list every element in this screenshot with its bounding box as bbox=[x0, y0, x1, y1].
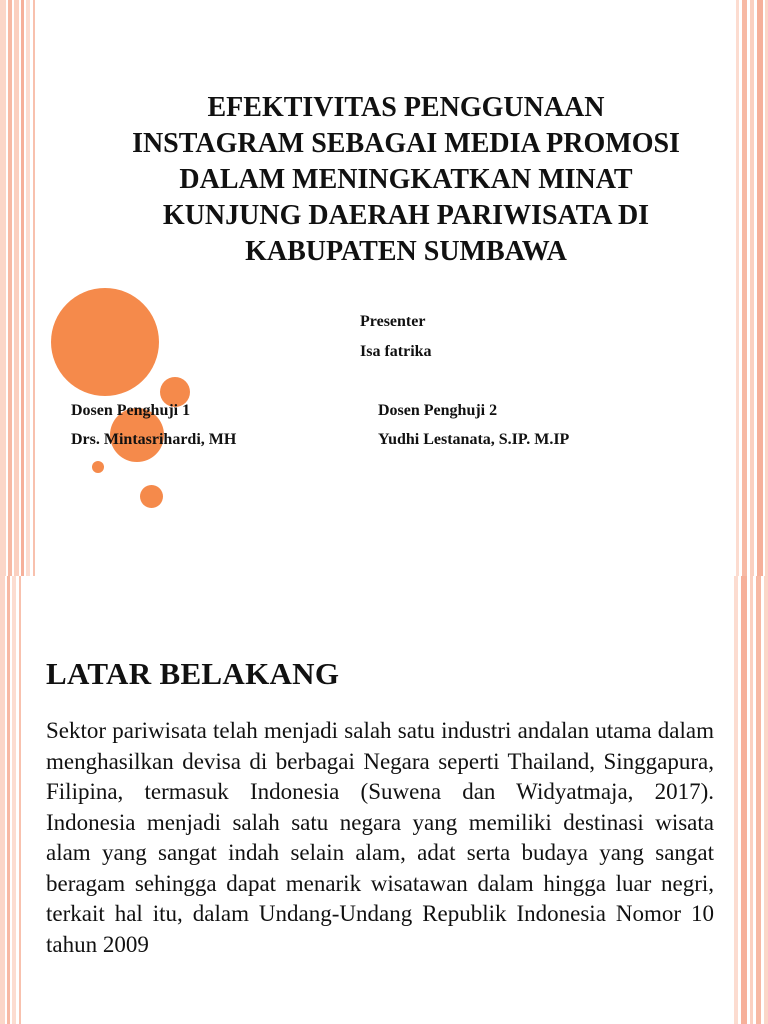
decorative-circle-large bbox=[51, 288, 159, 396]
background-slide bbox=[0, 576, 768, 1024]
decorative-stripe bbox=[757, 0, 763, 576]
title-line: EFEKTIVITAS PENGGUNAAN bbox=[207, 92, 605, 123]
decorative-stripe bbox=[21, 0, 24, 576]
presenter-name: Isa fatrika bbox=[360, 343, 432, 360]
decorative-stripe bbox=[8, 0, 12, 576]
examiner1-name: Drs. Mintasrihardi, MH bbox=[71, 431, 237, 448]
decorative-stripe bbox=[14, 0, 19, 576]
title-line: INSTAGRAM SEBAGAI MEDIA PROMOSI bbox=[132, 128, 680, 159]
examiner2-label: Dosen Penghuji 2 bbox=[378, 402, 498, 419]
decorative-stripe bbox=[741, 576, 747, 1024]
body-paragraph: Sektor pariwisata telah menjadi salah satu industri andalan utama dalam menghasilkan devisa di berbagai Negara seperti Thailand, Singgapura, Filipina, termasuk Indonesia (Suwena dan Widyatmaja, 2017). Indonesia menjadi salah satu negara yang memiliki destinasi wisata alam yang sangat indah selain alam, adat serta budaya yang sangat beragam sehingga dapat menarik wisatawan dalam hingga luar negri, terkait hal itu, dalam Undang-Undang Republik Indonesia Nomor 10 tahun 2009 bbox=[46, 718, 714, 957]
decorative-stripe bbox=[736, 0, 739, 576]
title-line: KABUPATEN SUMBAWA bbox=[245, 236, 567, 267]
examiner1-label: Dosen Penghuji 1 bbox=[71, 402, 191, 419]
decorative-stripe bbox=[742, 0, 747, 576]
decorative-stripe bbox=[7, 576, 10, 1024]
decorative-stripe bbox=[26, 0, 30, 576]
decorative-stripe bbox=[734, 576, 738, 1024]
decorative-stripe bbox=[0, 576, 5, 1024]
decorative-stripe bbox=[750, 0, 754, 576]
decorative-stripe bbox=[0, 0, 6, 576]
decorative-circle-small bbox=[140, 485, 163, 508]
section-title: LATAR BELAKANG bbox=[46, 656, 340, 691]
title-line: KUNJUNG DAERAH PARIWISATA DI bbox=[162, 200, 650, 231]
slide-title bbox=[100, 90, 712, 270]
decorative-stripe bbox=[750, 576, 753, 1024]
presenter-label: Presenter bbox=[360, 313, 426, 330]
decorative-stripe bbox=[33, 0, 35, 576]
decorative-stripe bbox=[756, 576, 761, 1024]
decorative-circle-tiny bbox=[92, 461, 104, 473]
title-line: DALAM MENINGKATKAN MINAT bbox=[179, 164, 633, 195]
decorative-stripe bbox=[12, 576, 16, 1024]
decorative-stripe bbox=[19, 576, 21, 1024]
examiner2-name: Yudhi Lestanata, S.IP. M.IP bbox=[378, 431, 570, 448]
decorative-stripe bbox=[764, 576, 768, 1024]
